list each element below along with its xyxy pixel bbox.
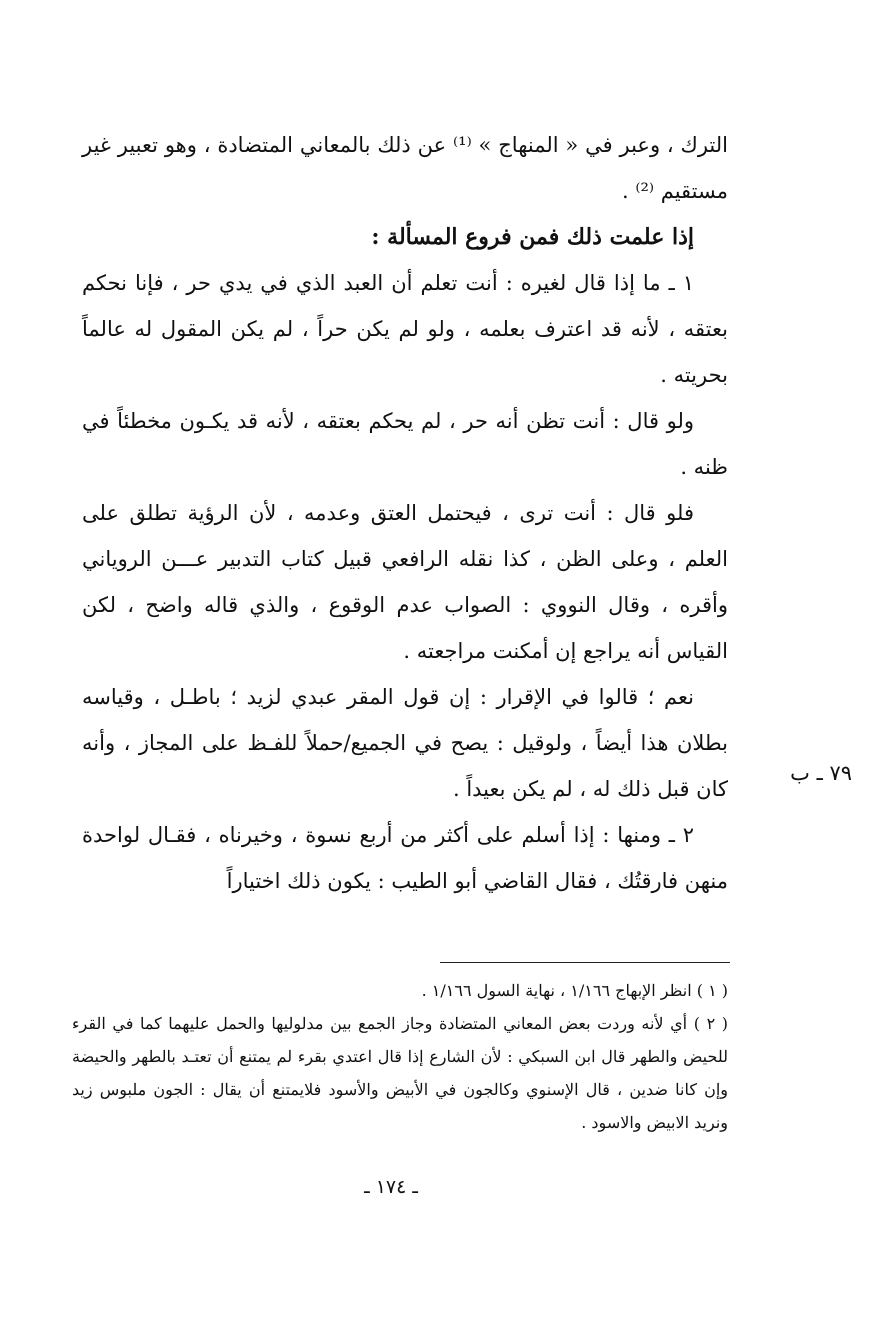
paragraph-2: ولو قال : أنت تظن أنه حر ، لم يحكم بعتقه ، لأنه قد يكـون مخطئاً في ظنه . [82, 409, 728, 479]
footnote-2: ( ٢ ) أي لأنه وردت بعض المعاني المتضادة وجاز الجمع بين مدلوليها والحمل عليهما كما في القرء للحيض والطهر قال ابن السبكي : لأن الشارع إذا قال اعتدي بقرء لم يمتنع أن تعتـد بالطهر والحيضة وإن كانا ضدين ، قال الإسنوي وكالجون في الأبيض والأسود فلايمتنع أن يقال : الجون ملبوس زيد ونريد الابيض والاسود . [72, 1014, 729, 1132]
paragraph-1: ١ ـ ما إذا قال لغيره : أنت تعلم أن العبد الذي في يدي حر ، فإنا نحكم بعتقه ، لأنه قد اعترف بعلمه ، ولو لم يكن حراً ، لم يكن المقول له عالماً بحريته . [82, 271, 728, 387]
paragraph-4: نعم ؛ قالوا في الإقرار : إن قول المقر عبدي لزيد ؛ باطـل ، وقياسه بطلان هذا أيضاً ، ولوقيل : يصح في الجميع/حملاً للفـظ على المجاز ، وأنه كان قبل ذلك له ، لم يكن بعيداً . [82, 685, 728, 801]
footnote-divider [440, 962, 730, 963]
main-text [82, 122, 728, 904]
paragraph-5: ٢ ـ ومنها : إذا أسلم على أكثر من أربع نسوة ، وخيرناه ، فقـال لواحدة منهن فارقتُك ، فقال القاضي أبو الطيب : يكون ذلك اختياراً [82, 823, 728, 893]
paragraph-continuation: الترك ، وعبر في « المنهاج » ⁽¹⁾ عن ذلك بالمعاني المتضادة ، وهو تعبير غير مستقيم ⁽²⁾ . [82, 133, 728, 203]
section-heading: إذا علمت ذلك فمن فروع المسألة : [371, 224, 694, 250]
page-number: ـ ١٧٤ ـ [364, 1176, 418, 1198]
manuscript-folio-marker: ٧٩ ـ ب [790, 761, 852, 785]
paragraph-3: فلو قال : أنت ترى ، فيحتمل العتق وعدمه ، لأن الرؤية تطلق على العلم ، وعلى الظن ، كذا نقله الرافعي قبيل كتاب التدبير عـــن الروياني وأقره ، وقال النووي : الصواب عدم الوقوع ، والذي قاله واضح ، لكن القياس أنه يراجع إن أمكنت مراجعته . [82, 501, 728, 663]
footnote-1: ( ١ ) انظر الإبهاج ١/١٦٦ ، نهاية السول ١/١٦٦ . [421, 981, 728, 1000]
footnotes [72, 974, 728, 1139]
